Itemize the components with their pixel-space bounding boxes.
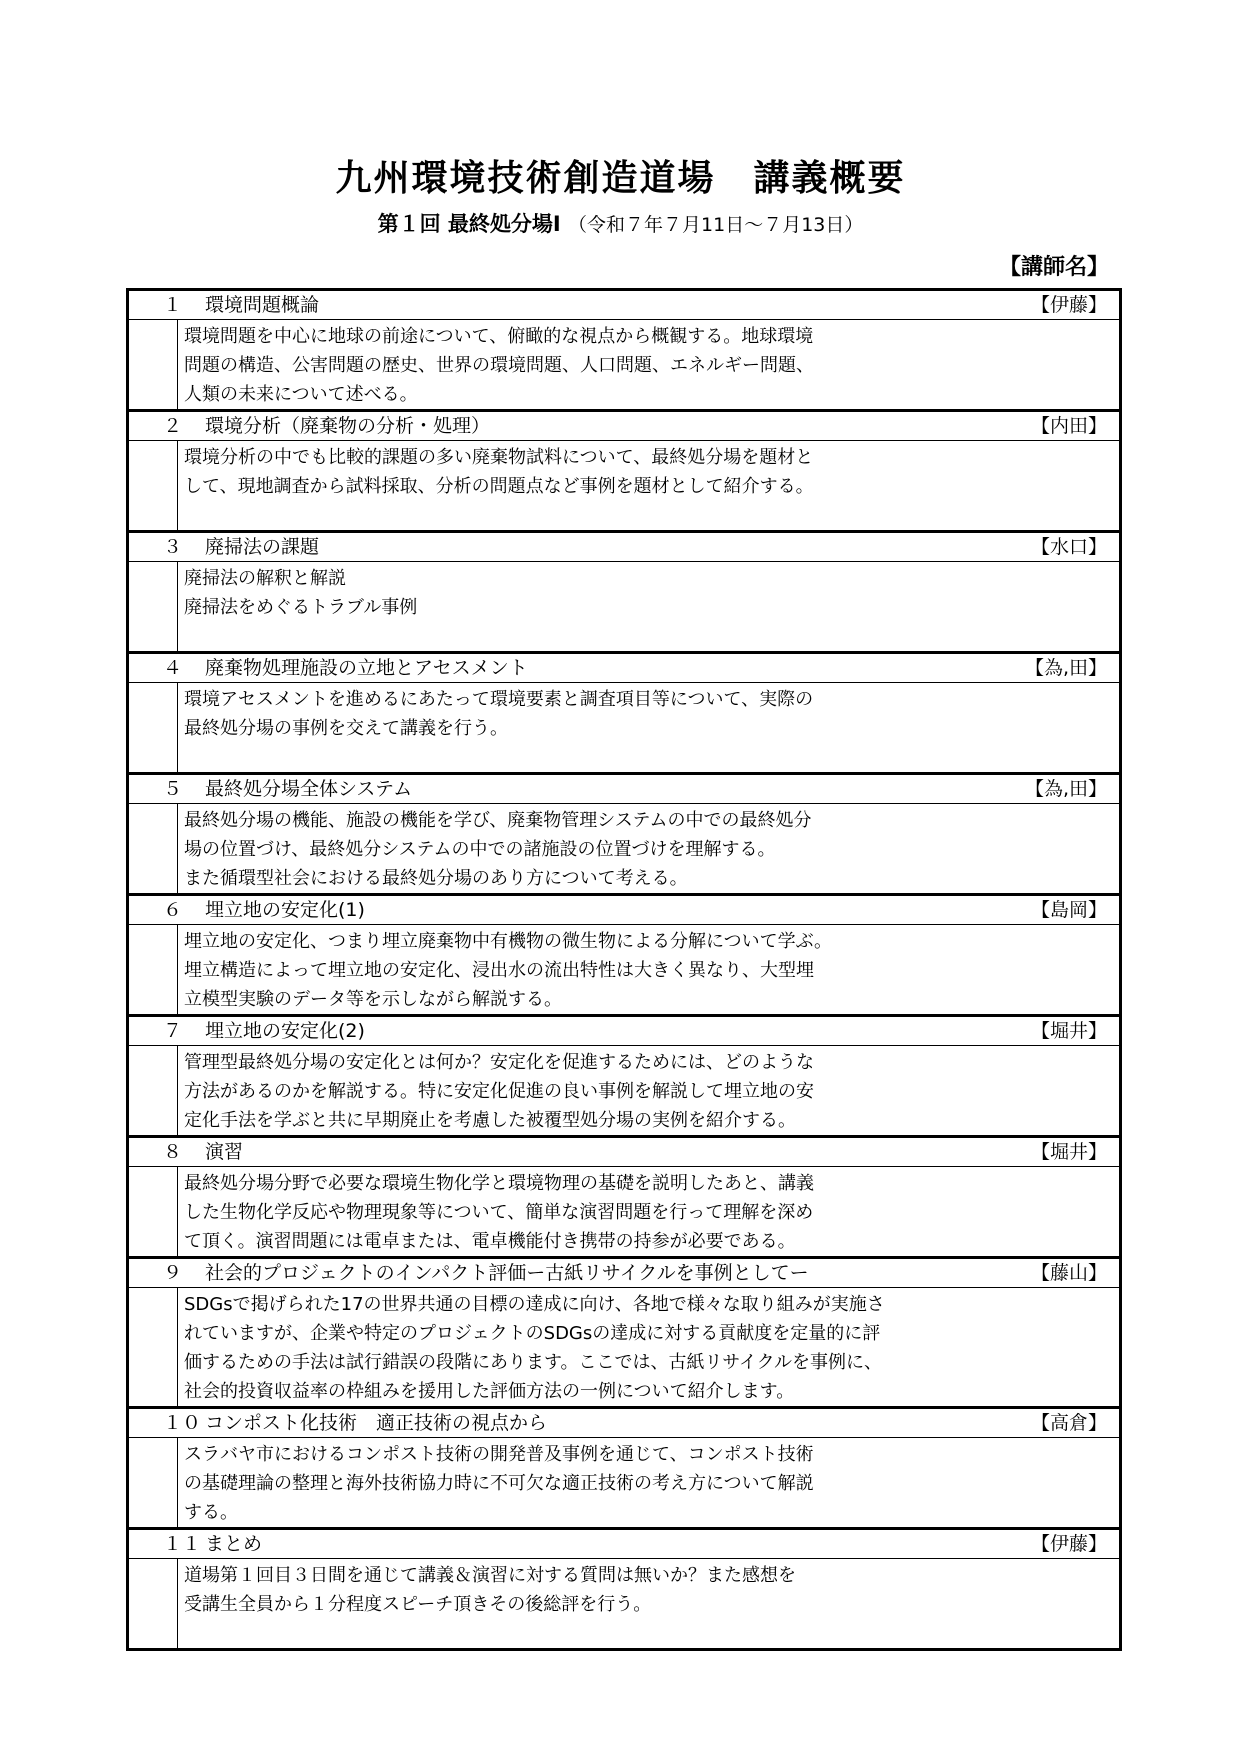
lecture-title: 社会的プロジェクトのインパクト評価ー古紙リサイクルを事例としてー <box>205 1262 809 1284</box>
description-line: 最終処分場分野で必要な環境生物化学と環境物理の基礎を説明したあと、講義 <box>184 1173 814 1194</box>
lecture-description-row <box>128 1167 1121 1258</box>
lecture-instructor: 【為,田】 <box>1024 657 1107 679</box>
instructor-column-heading: 【講師名】 <box>998 255 1109 280</box>
description-line: 環境分析の中でも比較的課題の多い廃棄物試料について、最終処分場を題材と <box>184 447 814 468</box>
lecture-header-row <box>128 1016 1121 1046</box>
session-title: 第１回 最終処分場Ⅰ <box>377 212 561 236</box>
lecture-instructor: 【堀井】 <box>1030 1141 1107 1163</box>
session-dates: （令和７年７月11日～７月13日） <box>568 214 864 236</box>
lecture-title: 最終処分場全体システム <box>205 778 413 800</box>
lecture-header-row <box>128 1258 1121 1288</box>
lecture-number: ６ <box>163 899 183 921</box>
description-line: 廃掃法をめぐるトラブル事例 <box>184 597 418 618</box>
lecture-description-row <box>128 925 1121 1016</box>
description-line: 道場第１回目３日間を通じて講義＆演習に対する質問は無いか？また感想を <box>184 1565 796 1586</box>
description-line: 埋立地の安定化、つまり埋立廃棄物中有機物の微生物による分解について学ぶ。 <box>184 931 832 952</box>
lecture-description-row <box>128 1046 1121 1137</box>
lecture-instructor: 【島岡】 <box>1030 899 1107 921</box>
lecture-title: 環境分析（廃棄物の分析・処理） <box>205 415 491 437</box>
description-line <box>184 743 1113 772</box>
lecture-header-row <box>128 1408 1121 1438</box>
description-line: 立模型実験のデータ等を示しながら解説する。 <box>184 989 562 1010</box>
description-line: スラバヤ市におけるコンポスト技術の開発普及事例を通じて、コンポスト技術 <box>184 1444 814 1465</box>
indent-cell <box>128 441 178 532</box>
lecture-number: ７ <box>163 1020 183 1042</box>
lecture-number: ９ <box>163 1262 183 1284</box>
lecture-number: ５ <box>163 778 183 800</box>
lecture-table <box>126 288 1122 1651</box>
description-line: 最終処分場の機能、施設の機能を学び、廃棄物管理システムの中での最終処分 <box>184 810 812 831</box>
lecture-description-row <box>128 1288 1121 1408</box>
lecture-instructor: 【伊藤】 <box>1030 1533 1107 1555</box>
description-line: SDGsで掲げられた17の世界共通の目標の達成に向け、各地で様々な取り組みが実施さ <box>184 1294 885 1315</box>
lecture-description-row <box>128 320 1121 411</box>
lecture-instructor: 【為,田】 <box>1024 778 1107 800</box>
lecture-header-row <box>128 895 1121 925</box>
lecture-description <box>178 1167 1121 1258</box>
description-line: 場の位置づけ、最終処分システムの中での諸施設の位置づけを理解する。 <box>184 839 776 860</box>
description-line: 人類の未来について述べる。 <box>184 384 418 405</box>
description-line: した生物化学反応や物理現象等について、簡単な演習問題を行って理解を深め <box>184 1202 814 1223</box>
indent-cell <box>128 1438 178 1529</box>
description-line <box>184 1619 1113 1648</box>
lecture-title: 演習 <box>205 1141 244 1163</box>
description-line: する。 <box>184 1502 238 1523</box>
indent-cell <box>128 925 178 1016</box>
lecture-description-row <box>128 1438 1121 1529</box>
description-line: 価するための手法は試行錯誤の段階にあります。ここでは、古紙リサイクルを事例に、 <box>184 1352 883 1373</box>
lecture-description <box>178 683 1121 774</box>
lecture-description <box>178 1438 1121 1529</box>
description-line: 最終処分場の事例を交えて講義を行う。 <box>184 718 508 739</box>
lecture-description <box>178 1559 1121 1650</box>
lecture-number: １０ <box>163 1412 202 1434</box>
lecture-number: １ <box>163 294 183 316</box>
lecture-instructor: 【伊藤】 <box>1030 294 1107 316</box>
lecture-number: ２ <box>163 415 183 437</box>
lecture-description <box>178 925 1121 1016</box>
description-line: 受講生全員から１分程度スピーチ頂きその後総評を行う。 <box>184 1594 652 1615</box>
lecture-description-row <box>128 441 1121 532</box>
indent-cell <box>128 804 178 895</box>
lecture-number: ３ <box>163 536 183 558</box>
lecture-description <box>178 804 1121 895</box>
description-line: また循環型社会における最終処分場のあり方について考える。 <box>184 868 688 889</box>
description-line: 定化手法を学ぶと共に早期廃止を考慮した被覆型処分場の実例を紹介する。 <box>184 1110 796 1131</box>
description-line: 環境アセスメントを進めるにあたって環境要素と調査項目等について、実際の <box>184 689 814 710</box>
description-line: 問題の構造、公害問題の歴史、世界の環境問題、人口問題、エネルギー問題、 <box>184 355 814 376</box>
lecture-description <box>178 320 1121 411</box>
lecture-header-row <box>128 1529 1121 1559</box>
description-line: 方法があるのかを解説する。特に安定化促進の良い事例を解説して埋立地の安 <box>184 1081 814 1102</box>
description-line: て頂く。演習問題には電卓または、電卓機能付き携帯の持参が必要である。 <box>184 1231 796 1252</box>
indent-cell <box>128 683 178 774</box>
lecture-title: 廃棄物処理施設の立地とアセスメント <box>205 657 528 679</box>
lecture-header-row <box>128 532 1121 562</box>
lecture-description-row <box>128 562 1121 653</box>
description-line: 廃掃法の解釈と解説 <box>184 568 346 589</box>
lecture-instructor: 【水口】 <box>1030 536 1107 558</box>
description-line: 環境問題を中心に地球の前途について、俯瞰的な視点から概観する。地球環境 <box>184 326 814 347</box>
lecture-header-row <box>128 290 1121 320</box>
lecture-number: ８ <box>163 1141 183 1163</box>
lecture-instructor: 【内田】 <box>1030 415 1107 437</box>
lecture-title: コンポスト化技術 適正技術の視点から <box>205 1412 548 1434</box>
description-line: 管理型最終処分場の安定化とは何か？安定化を促進するためには、どのような <box>184 1052 814 1073</box>
indent-cell <box>128 320 178 411</box>
lecture-title: まとめ <box>205 1533 263 1555</box>
lecture-title: 埋立地の安定化(1) <box>205 899 365 921</box>
description-line: れていますが、企業や特定のプロジェクトのSDGsの達成に対する貢献度を定量的に評 <box>184 1323 881 1344</box>
lecture-description-row <box>128 683 1121 774</box>
lecture-description <box>178 441 1121 532</box>
lecture-instructor: 【堀井】 <box>1030 1020 1107 1042</box>
lecture-description <box>178 562 1121 653</box>
document-title: 九州環境技術創造道場 講義概要 <box>335 158 906 199</box>
lecture-title: 廃掃法の課題 <box>205 536 320 558</box>
description-line: の基礎理論の整理と海外技術協力時に不可欠な適正技術の考え方について解説 <box>184 1473 814 1494</box>
lecture-instructor: 【高倉】 <box>1030 1412 1107 1434</box>
lecture-title: 環境問題概論 <box>205 294 320 316</box>
indent-cell <box>128 1559 178 1650</box>
lecture-number: ４ <box>163 657 183 679</box>
lecture-title: 埋立地の安定化(2) <box>205 1020 365 1042</box>
indent-cell <box>128 562 178 653</box>
lecture-header-row <box>128 653 1121 683</box>
description-line: して、現地調査から試料採取、分析の問題点など事例を題材として紹介する。 <box>184 476 814 497</box>
description-line: 社会的投資収益率の枠組みを援用した評価方法の一例について紹介します。 <box>184 1381 795 1402</box>
description-line: 埋立構造によって埋立地の安定化、浸出水の流出特性は大きく異なり、大型埋 <box>184 960 814 981</box>
indent-cell <box>128 1288 178 1408</box>
lecture-instructor: 【藤山】 <box>1030 1262 1107 1284</box>
lecture-header-row <box>128 411 1121 441</box>
lecture-description-row <box>128 1559 1121 1650</box>
description-line <box>184 622 1113 651</box>
indent-cell <box>128 1167 178 1258</box>
description-line <box>184 501 1113 530</box>
lecture-description-row <box>128 804 1121 895</box>
lecture-number: １１ <box>163 1533 202 1555</box>
lecture-description <box>178 1046 1121 1137</box>
indent-cell <box>128 1046 178 1137</box>
document-subtitle <box>0 208 1241 238</box>
lecture-description <box>178 1288 1121 1408</box>
lecture-header-row <box>128 1137 1121 1167</box>
lecture-header-row <box>128 774 1121 804</box>
